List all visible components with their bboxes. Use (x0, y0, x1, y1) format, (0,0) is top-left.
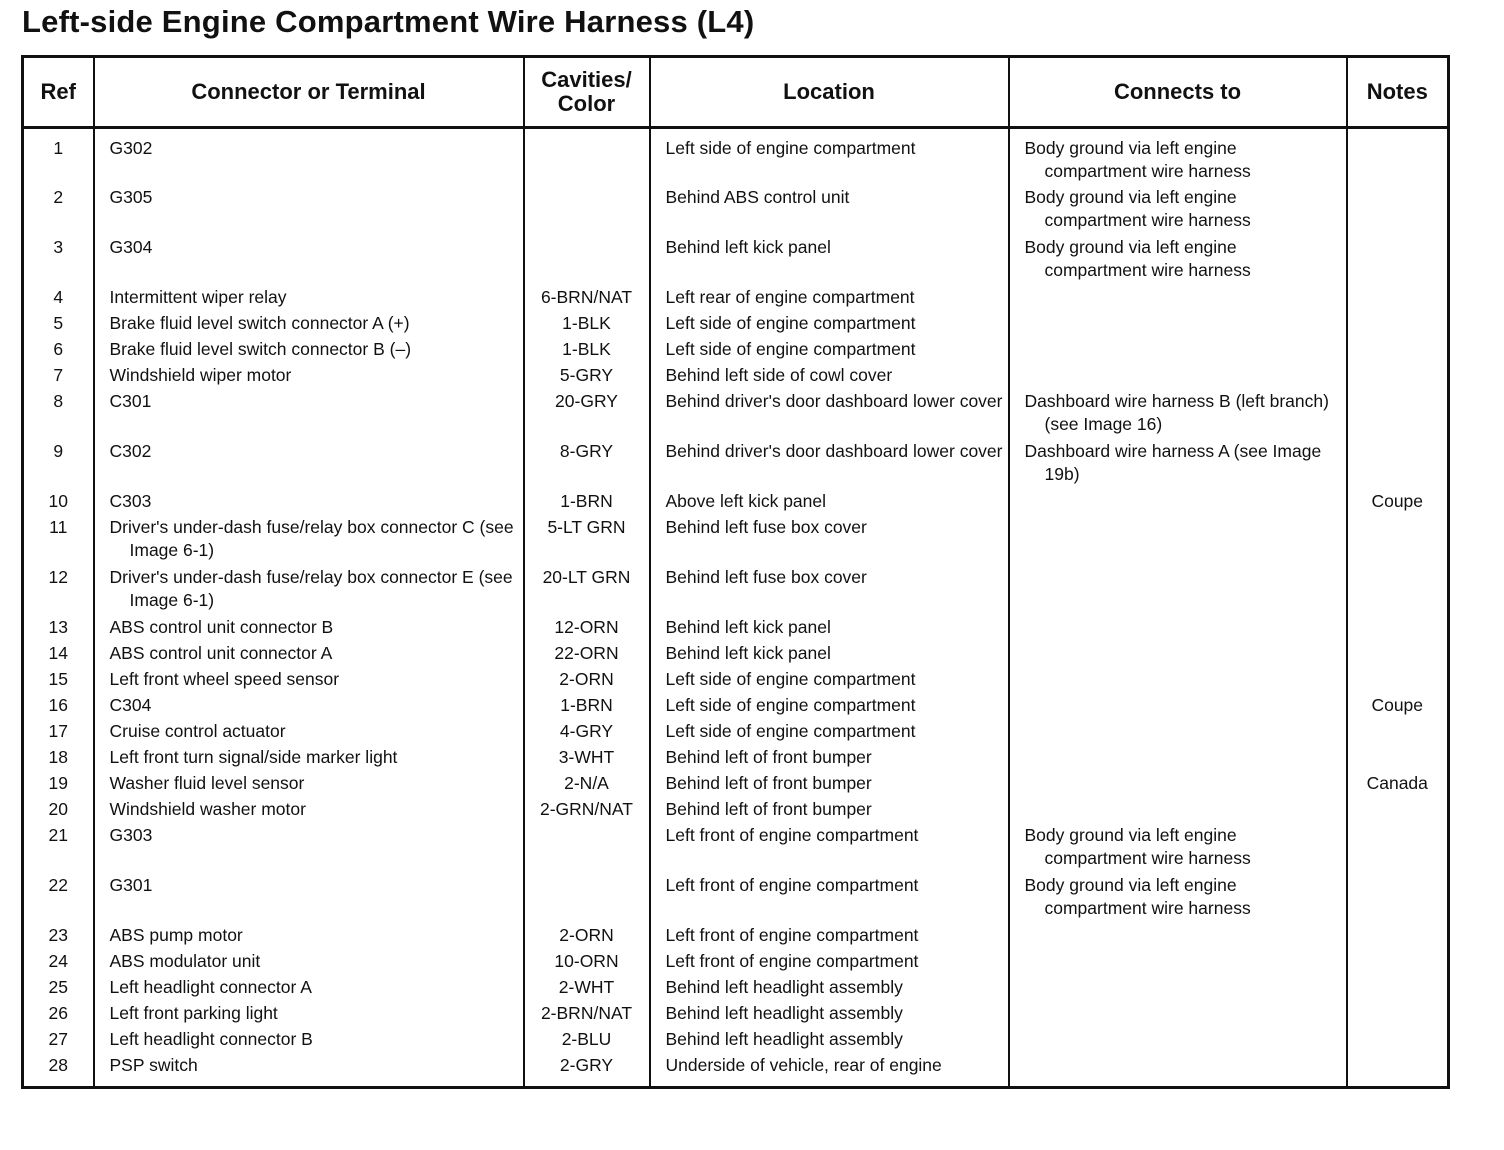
table-cell-location-text: Behind left of front bumper (665, 772, 872, 793)
table-cell-ref: 14 (23, 642, 94, 668)
table-cell-cavities: 12-ORN (524, 616, 650, 642)
table-cell-notes: Coupe (1371, 694, 1424, 715)
table-cell-notes (1347, 874, 1449, 924)
table-header (23, 57, 1449, 128)
table-cell-connects-to (1009, 668, 1347, 694)
table-cell-connector (94, 128, 524, 186)
table-cell-cavities: 6-BRN/NAT (524, 286, 650, 312)
table-cell-connector-text: Left front turn signal/side marker light (109, 746, 398, 767)
table-cell-connector-text: ABS pump motor (109, 924, 243, 945)
table-cell-notes (1347, 798, 1449, 824)
table-cell-connects-to (1009, 824, 1347, 874)
table-cell-location (650, 390, 1009, 440)
table-cell-cavities: 22-ORN (524, 642, 650, 668)
table-cell-notes (1347, 286, 1449, 312)
table-cell-ref: 11 (23, 516, 94, 566)
table-cell-connects-to (1009, 874, 1347, 924)
table-cell-connects-to (1009, 924, 1347, 950)
table-cell-cavities: 5-GRY (524, 364, 650, 390)
table-cell-connector-text: Left headlight connector B (109, 1028, 313, 1049)
table-cell-location-text: Behind driver's door dashboard lower cover (665, 440, 1003, 461)
table-row (23, 440, 1449, 490)
table-cell-connects-to (1009, 720, 1347, 746)
table-cell-location-text: Behind left fuse box cover (665, 516, 867, 537)
header-ref: Ref (23, 57, 94, 128)
table-row (23, 566, 1449, 616)
table-cell-ref: 10 (23, 490, 94, 516)
table-cell-connector-text: Washer fluid level sensor (109, 772, 305, 793)
table-cell-location (650, 1054, 1009, 1088)
table-cell-location (650, 128, 1009, 186)
table-cell-location-text: Left side of engine compartment (665, 138, 916, 158)
table-cell-connects-to (1009, 566, 1347, 616)
table-cell-cavities (524, 874, 650, 924)
table-cell-location-text: Behind left headlight assembly (665, 1028, 903, 1049)
table-cell-location (650, 364, 1009, 390)
table-cell-ref: 8 (23, 390, 94, 440)
table-cell-connector (94, 490, 524, 516)
table-row (23, 924, 1449, 950)
table-cell-cavities: 2-ORN (524, 924, 650, 950)
table-cell-cavities: 2-ORN (524, 668, 650, 694)
table-cell-connector (94, 566, 524, 616)
table-cell-location-text: Behind ABS control unit (665, 186, 850, 207)
table-cell-notes (1347, 390, 1449, 440)
table-cell-ref: 15 (23, 668, 94, 694)
page-title: Left-side Engine Compartment Wire Harness (L4) (22, 4, 755, 39)
table-cell-location (650, 1028, 1009, 1054)
table-cell-connector-text: Driver's under-dash fuse/relay box connector E (see Image 6-1) (109, 566, 513, 610)
table-cell-connector (94, 338, 524, 364)
table-cell-location (650, 642, 1009, 668)
table-cell-location-text: Behind left kick panel (665, 642, 831, 663)
table-cell-connects-to (1009, 798, 1347, 824)
table-row (23, 128, 1449, 186)
table-cell-notes (1347, 720, 1449, 746)
table-cell-connector (94, 924, 524, 950)
table-cell-ref: 16 (23, 694, 94, 720)
table-cell-notes (1347, 668, 1449, 694)
table-cell-ref: 22 (23, 874, 94, 924)
table-cell-connector (94, 668, 524, 694)
table-cell-cavities: 5-LT GRN (524, 516, 650, 566)
table-cell-connector-text: Driver's under-dash fuse/relay box connector C (see Image 6-1) (109, 516, 514, 560)
table-cell-location-text: Left front of engine compartment (665, 824, 919, 845)
table-cell-location (650, 312, 1009, 338)
table-cell-notes (1347, 924, 1449, 950)
table-cell-location (650, 668, 1009, 694)
table-cell-connects-to (1009, 950, 1347, 976)
table-cell-location-text: Behind left of front bumper (665, 746, 872, 767)
table-cell-connector (94, 440, 524, 490)
table-cell-location-text: Behind driver's door dashboard lower cover (665, 390, 1003, 411)
table-cell-connector (94, 772, 524, 798)
table-cell-connects-to (1009, 186, 1347, 236)
table-row (23, 490, 1449, 516)
table-cell-connector-text: Intermittent wiper relay (109, 286, 287, 307)
table-cell-connects-to (1009, 128, 1347, 186)
table-cell-ref: 9 (23, 440, 94, 490)
table-cell-location-text: Behind left headlight assembly (665, 1002, 903, 1023)
table-cell-cavities: 1-BRN (524, 694, 650, 720)
table-cell-connector-text: Cruise control actuator (109, 720, 286, 741)
table-cell-cavities (524, 236, 650, 286)
table-row (23, 286, 1449, 312)
table-cell-location-text: Left side of engine compartment (665, 312, 916, 333)
table-cell-ref: 26 (23, 1002, 94, 1028)
table-cell-location (650, 772, 1009, 798)
table-row (23, 874, 1449, 924)
table-row (23, 186, 1449, 236)
header-connects-to: Connects to (1009, 57, 1347, 128)
table-cell-location (650, 976, 1009, 1002)
table-cell-connector-text: G302 (109, 138, 153, 158)
table-cell-connector-text: G305 (109, 186, 153, 207)
table-cell-connects-to-text: Body ground via left engine compartment wire harness (1024, 236, 1251, 280)
table-row (23, 312, 1449, 338)
table-cell-notes: Coupe (1371, 490, 1424, 511)
table-cell-ref: 21 (23, 824, 94, 874)
table-cell-connects-to-text: Dashboard wire harness A (see Image 19b) (1024, 440, 1322, 484)
table-cell-location (650, 874, 1009, 924)
table-cell-ref: 24 (23, 950, 94, 976)
table-cell-cavities: 20-GRY (524, 390, 650, 440)
table-cell-location-text: Above left kick panel (665, 490, 827, 511)
table-row (23, 746, 1449, 772)
table-row (23, 720, 1449, 746)
table-cell-notes: Canada (1366, 772, 1428, 793)
table-cell-connector-text: ABS control unit connector A (109, 642, 333, 663)
table-cell-connects-to (1009, 694, 1347, 720)
table-cell-notes (1347, 364, 1449, 390)
table-cell-notes (1347, 236, 1449, 286)
table-cell-location-text: Behind left kick panel (665, 236, 831, 257)
table-cell-ref: 4 (23, 286, 94, 312)
table-row (23, 824, 1449, 874)
table-cell-connector (94, 286, 524, 312)
header-cavities (524, 57, 650, 128)
table-cell-connects-to (1009, 1054, 1347, 1088)
table-cell-connects-to (1009, 338, 1347, 364)
table-cell-location (650, 720, 1009, 746)
table-cell-connector (94, 1002, 524, 1028)
table-cell-notes (1347, 186, 1449, 236)
table-cell-location (650, 950, 1009, 976)
table-cell-connects-to-text: Dashboard wire harness B (left branch) (see Image 16) (1024, 390, 1329, 434)
table-cell-location (650, 440, 1009, 490)
table-cell-notes (1347, 976, 1449, 1002)
table-cell-notes (1347, 566, 1449, 616)
table-cell-connector (94, 312, 524, 338)
table-cell-connector (94, 720, 524, 746)
table-cell-location-text: Behind left kick panel (665, 616, 831, 637)
table-cell-notes (1347, 1054, 1449, 1088)
table-cell-connects-to (1009, 364, 1347, 390)
table-cell-location-text: Left front of engine compartment (665, 950, 919, 971)
table-row (23, 694, 1449, 720)
table-cell-ref: 7 (23, 364, 94, 390)
header-notes: Notes (1347, 57, 1449, 128)
table-cell-connects-to (1009, 616, 1347, 642)
table-row (23, 772, 1449, 798)
table-cell-cavities: 2-BLU (524, 1028, 650, 1054)
table-cell-connector (94, 642, 524, 668)
table-cell-location-text: Behind left of front bumper (665, 798, 872, 819)
table-cell-connects-to (1009, 286, 1347, 312)
table-cell-cavities (524, 128, 650, 186)
table-cell-connector (94, 1054, 524, 1088)
table-cell-ref: 13 (23, 616, 94, 642)
table-cell-connects-to-text: Body ground via left engine compartment wire harness (1024, 186, 1251, 230)
table-cell-connector (94, 824, 524, 874)
table-cell-connects-to (1009, 746, 1347, 772)
table-row (23, 516, 1449, 566)
table-row (23, 798, 1449, 824)
table-cell-location-text: Behind left fuse box cover (665, 566, 867, 587)
table-cell-location (650, 186, 1009, 236)
header-connector: Connector or Terminal (94, 57, 524, 128)
table-cell-cavities: 2-BRN/NAT (524, 1002, 650, 1028)
table-cell-connects-to (1009, 642, 1347, 668)
table-cell-cavities: 2-GRN/NAT (524, 798, 650, 824)
table-cell-location (650, 824, 1009, 874)
table-cell-cavities: 4-GRY (524, 720, 650, 746)
table-cell-connects-to (1009, 390, 1347, 440)
table-cell-ref: 6 (23, 338, 94, 364)
table-cell-connector (94, 186, 524, 236)
table-cell-cavities: 2-GRY (524, 1054, 650, 1088)
table-cell-ref: 27 (23, 1028, 94, 1054)
table-cell-location-text: Left side of engine compartment (665, 720, 916, 741)
table-cell-connector (94, 874, 524, 924)
table-cell-connector-text: C302 (109, 440, 152, 461)
table-cell-connects-to (1009, 312, 1347, 338)
table-cell-notes (1347, 516, 1449, 566)
table-cell-ref: 1 (23, 128, 94, 186)
table-cell-connector-text: ABS control unit connector B (109, 616, 334, 637)
table-row (23, 1028, 1449, 1054)
table-cell-connector-text: C303 (109, 490, 152, 511)
table-cell-connector-text: Brake fluid level switch connector A (+) (109, 312, 410, 333)
table-cell-connector-text: Left front parking light (109, 1002, 278, 1023)
table-cell-notes (1347, 746, 1449, 772)
table-cell-connects-to-text: Body ground via left engine compartment wire harness (1024, 138, 1251, 181)
table-row (23, 364, 1449, 390)
table-cell-location-text: Behind left side of cowl cover (665, 364, 893, 385)
table-row (23, 1054, 1449, 1088)
table-cell-connector (94, 236, 524, 286)
table-cell-connects-to (1009, 236, 1347, 286)
table-cell-location (650, 236, 1009, 286)
table-body (23, 128, 1449, 1088)
table-cell-notes (1347, 1028, 1449, 1054)
table-cell-connects-to-text: Body ground via left engine compartment wire harness (1024, 874, 1251, 918)
table-cell-location (650, 490, 1009, 516)
table-cell-ref: 25 (23, 976, 94, 1002)
table-cell-cavities: 8-GRY (524, 440, 650, 490)
table-cell-connector-text: Windshield washer motor (109, 798, 306, 819)
table-cell-location-text: Underside of vehicle, rear of engine (665, 1054, 942, 1075)
table-cell-ref: 2 (23, 186, 94, 236)
table-cell-ref: 28 (23, 1054, 94, 1088)
table-cell-connector-text: C301 (109, 390, 152, 411)
table-row (23, 236, 1449, 286)
header-cavities-line1: Cavities/ (541, 67, 632, 92)
table-cell-connector-text: C304 (109, 694, 152, 715)
table-cell-connects-to (1009, 440, 1347, 490)
table-row (23, 642, 1449, 668)
header-cavities-line2: Color (557, 91, 616, 116)
table-cell-notes (1347, 338, 1449, 364)
table-cell-cavities: 2-WHT (524, 976, 650, 1002)
table-cell-location-text: Left rear of engine compartment (665, 286, 915, 307)
table-cell-connector (94, 516, 524, 566)
table-cell-connects-to (1009, 976, 1347, 1002)
table-cell-connector-text: ABS modulator unit (109, 950, 261, 971)
table-cell-connects-to (1009, 490, 1347, 516)
table-row (23, 616, 1449, 642)
table-row (23, 1002, 1449, 1028)
table-cell-location (650, 566, 1009, 616)
table-cell-cavities (524, 824, 650, 874)
table-cell-ref: 19 (23, 772, 94, 798)
table-cell-connector (94, 390, 524, 440)
table-cell-connector (94, 746, 524, 772)
table-cell-connector (94, 364, 524, 390)
table-cell-location (650, 516, 1009, 566)
table-cell-cavities: 1-BLK (524, 312, 650, 338)
table-cell-connector (94, 950, 524, 976)
table-cell-ref: 12 (23, 566, 94, 616)
table-cell-location (650, 694, 1009, 720)
table-cell-location-text: Left side of engine compartment (665, 694, 916, 715)
table-cell-notes (1347, 312, 1449, 338)
table-cell-notes (1347, 824, 1449, 874)
table-cell-cavities: 20-LT GRN (524, 566, 650, 616)
table-cell-connector-text: Brake fluid level switch connector B (–) (109, 338, 412, 359)
table-cell-connector (94, 976, 524, 1002)
table-cell-connects-to-text: Body ground via left engine compartment wire harness (1024, 824, 1251, 868)
table-cell-location (650, 338, 1009, 364)
table-cell-connector (94, 694, 524, 720)
table-row (23, 338, 1449, 364)
table-cell-ref: 17 (23, 720, 94, 746)
table-cell-connector-text: G304 (109, 236, 153, 257)
header-location: Location (650, 57, 1009, 128)
table-cell-connects-to (1009, 1028, 1347, 1054)
table-cell-notes (1347, 950, 1449, 976)
table-cell-location (650, 1002, 1009, 1028)
table-cell-connector-text: G303 (109, 824, 153, 845)
table-cell-notes (1347, 616, 1449, 642)
table-cell-connector (94, 798, 524, 824)
table-cell-cavities (524, 186, 650, 236)
table-cell-ref: 18 (23, 746, 94, 772)
table-cell-connector-text: Left front wheel speed sensor (109, 668, 340, 689)
table-cell-connector-text: Windshield wiper motor (109, 364, 292, 385)
table-cell-location (650, 746, 1009, 772)
table-cell-ref: 3 (23, 236, 94, 286)
table-cell-connects-to (1009, 1002, 1347, 1028)
table-row (23, 976, 1449, 1002)
table-cell-connects-to (1009, 516, 1347, 566)
table-cell-notes (1347, 440, 1449, 490)
table-cell-notes (1347, 128, 1449, 186)
table-cell-location-text: Left side of engine compartment (665, 668, 916, 689)
table-cell-location (650, 616, 1009, 642)
table-cell-notes (1347, 642, 1449, 668)
table-cell-ref: 5 (23, 312, 94, 338)
table-cell-cavities: 1-BRN (524, 490, 650, 516)
wire-harness-table (21, 55, 1450, 1089)
table-row (23, 390, 1449, 440)
table-cell-cavities: 10-ORN (524, 950, 650, 976)
table-cell-connects-to (1009, 772, 1347, 798)
table-cell-connector (94, 1028, 524, 1054)
table-cell-cavities: 3-WHT (524, 746, 650, 772)
table-cell-location (650, 924, 1009, 950)
table-cell-connector-text: G301 (109, 874, 153, 895)
table-cell-location (650, 798, 1009, 824)
table-cell-cavities: 1-BLK (524, 338, 650, 364)
table-cell-connector (94, 616, 524, 642)
table-cell-ref: 23 (23, 924, 94, 950)
table-cell-location-text: Behind left headlight assembly (665, 976, 903, 997)
table-cell-connector-text: PSP switch (109, 1054, 198, 1075)
table-cell-location-text: Left front of engine compartment (665, 874, 919, 895)
table-cell-ref: 20 (23, 798, 94, 824)
table-row (23, 668, 1449, 694)
table-cell-location-text: Left side of engine compartment (665, 338, 916, 359)
table-row (23, 950, 1449, 976)
table-cell-notes (1347, 1002, 1449, 1028)
table-cell-location-text: Left front of engine compartment (665, 924, 919, 945)
table-cell-location (650, 286, 1009, 312)
table-cell-cavities: 2-N/A (524, 772, 650, 798)
table-cell-connector-text: Left headlight connector A (109, 976, 312, 997)
